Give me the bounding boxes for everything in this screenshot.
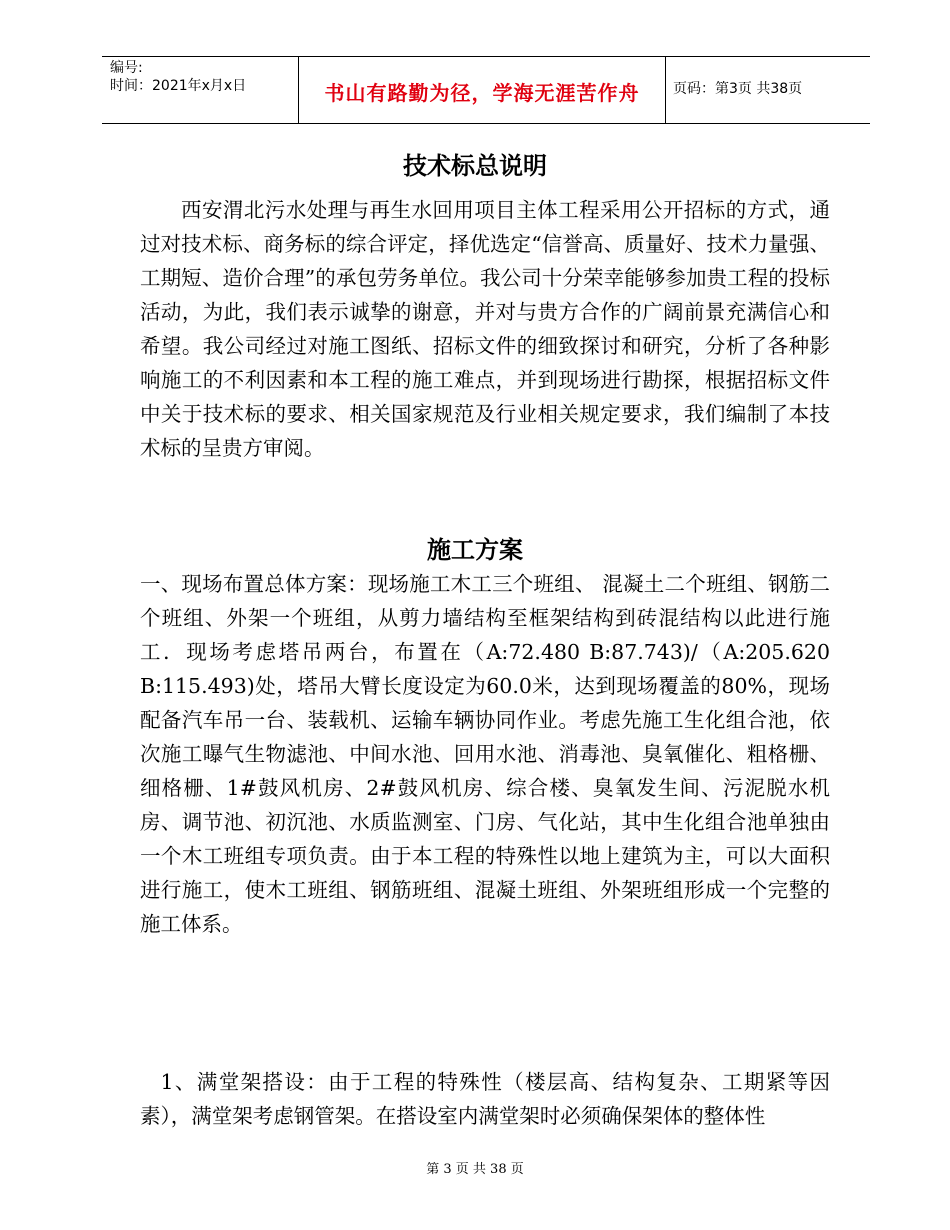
document-time-label: 时间：2021年x月x日 xyxy=(110,78,247,94)
scaffold-paragraph: 1、满堂架搭设：由于工程的特殊性（楼层高、结构复杂、工期紧等因素），满堂架考虑钢管架。在搭设室内满堂架时必须确保架体的整体性 xyxy=(140,1070,830,1128)
header-page-info: 页码：第3页 共38页 xyxy=(673,81,803,97)
document-number-label: 编号: xyxy=(110,60,143,76)
header-motto-cell xyxy=(298,57,666,123)
header-meta-cell xyxy=(102,57,298,123)
section-title-technical-overview: 技术标总说明 xyxy=(403,152,547,180)
overview-paragraph: 西安渭北污水处理与再生水回用项目主体工程采用公开招标的方式，通过对技术标、商务标的综合评定，择优选定“信誉高、质量好、技术力量强、工期短、造价合理”的承包劳务单位。我公司十分荣幸能够参加贵工程的投标活动，为此，我们表示诚挚的谢意，并对与贵方合作的广阔前景充满信心和希望。我公司经过对施工图纸、招标文件的细致探讨和研究，分析了各种影响施工的不利因素和本工程的施工难点，并到现场进行勘探，根据招标文件中关于技术标的要求、相关国家规范及行业相关规定要求，我们编制了本技术标的呈贵方审阅。 xyxy=(140,198,830,460)
page-header xyxy=(102,56,870,124)
page-footer: 第 3 页 共 38 页 xyxy=(426,1162,524,1177)
site-layout-paragraph: 一、现场布置总体方案：现场施工木工三个班组、 混凝土二个班组、钢筋二个班组、外架一个班组，从剪力墙结构至框架结构到砖混结构以此进行施工．现场考虑塔吊两台，布置在（A:72.480 B:87.743)/（A:205.620 B:115.493)处，塔吊大臂长度设定为60.0米，达到现场覆盖的80%，现场配备汽车吊一台、装载机、运输车辆协同作业。考虑先施工生化组合池，依次施工曝气生物滤池、中间水池、回用水池、消毒池、臭氧催化、粗格栅、细格栅、1#鼓风机房、2#鼓风机房、综合楼、臭氧发生间、污泥脱水机房、调节池、初沉池、水质监测室、门房、气化站，其中生化组合池单独由一个木工班组专项负责。由于本工程的特殊性以地上建筑为主，可以大面积进行施工，使木工班组、钢筋班组、混凝土班组、外架班组形成一个完整的施工体系。 xyxy=(140,572,830,936)
section-title-construction-plan: 施工方案 xyxy=(427,536,523,564)
header-page-cell xyxy=(665,57,870,123)
header-motto: 书山有路勤为径，学海无涯苦作舟 xyxy=(324,81,640,105)
